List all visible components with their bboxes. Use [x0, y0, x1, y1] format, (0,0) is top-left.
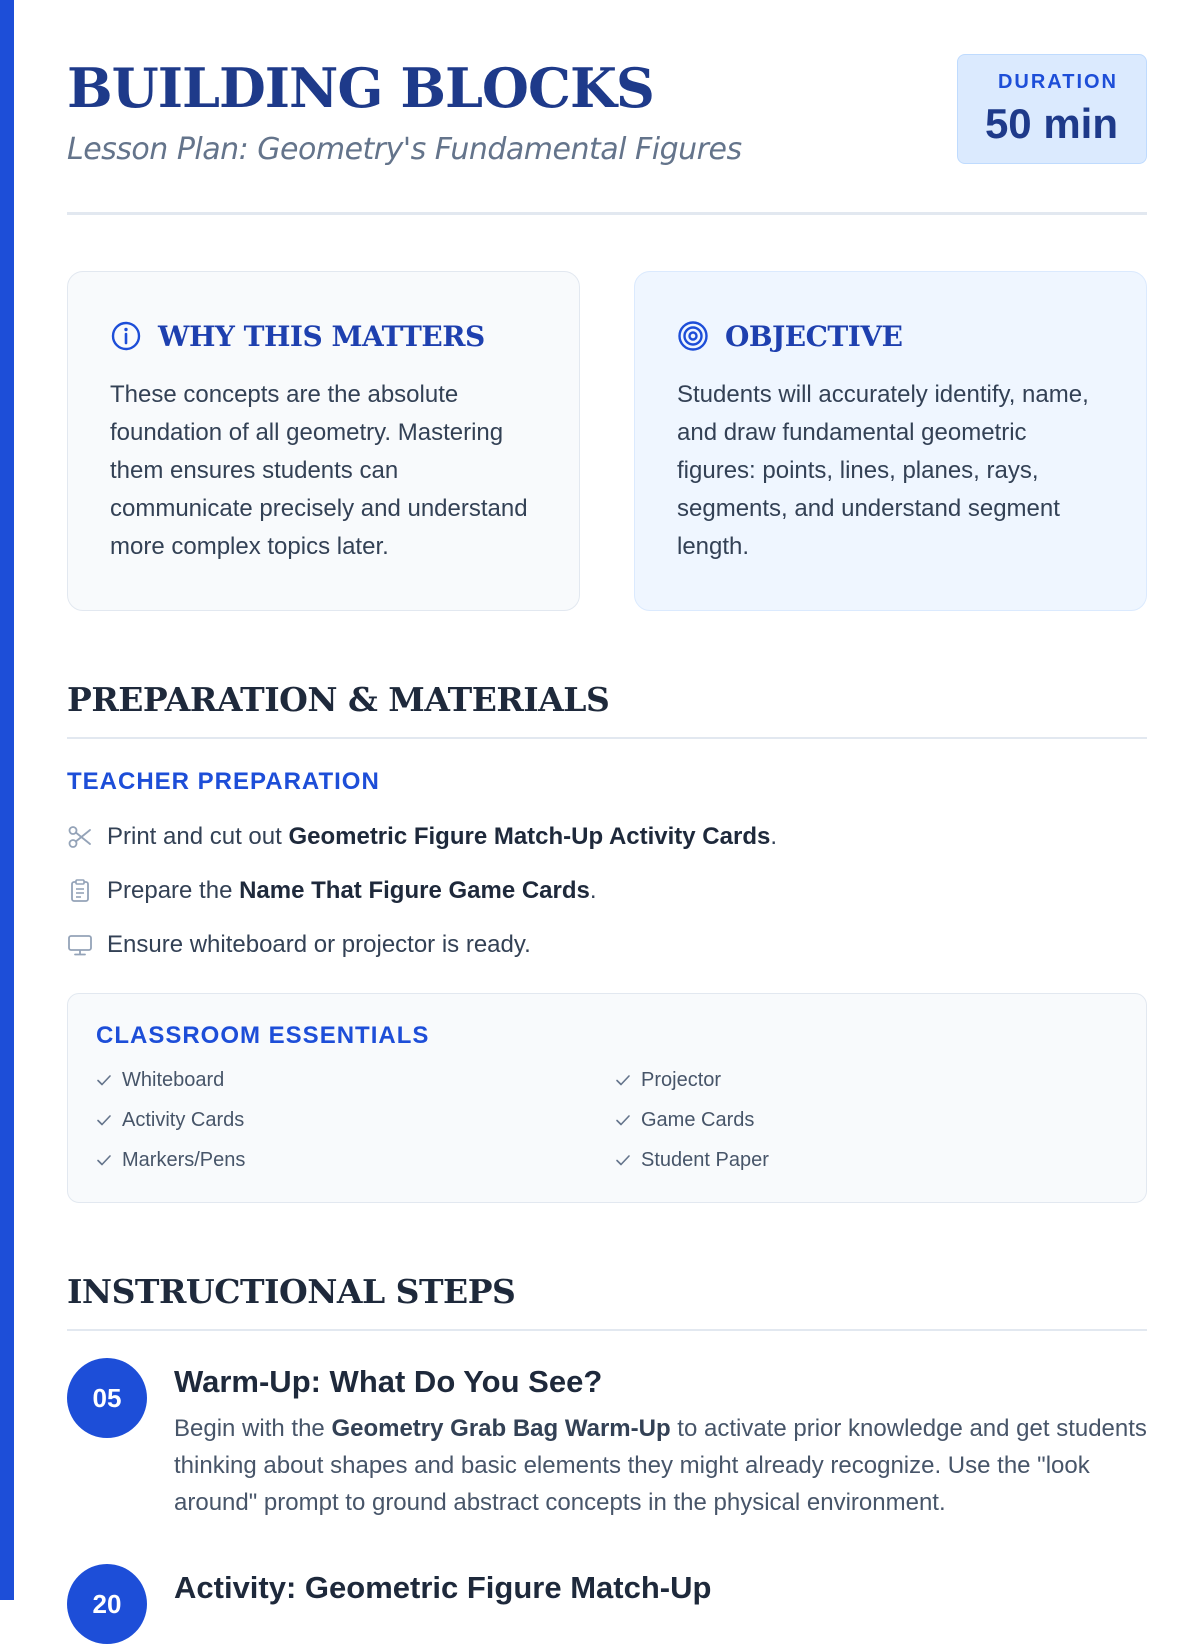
- list-item: [67, 918, 1147, 972]
- duration-badge: [957, 54, 1147, 164]
- objective-card: [634, 271, 1147, 611]
- list-item: [67, 810, 1147, 864]
- classroom-essentials-box: [67, 993, 1147, 1203]
- teacher-preparation-title: TEACHER PREPARATION: [67, 768, 380, 795]
- prep-item-text: Prepare the Name That Figure Game Cards.: [107, 877, 597, 904]
- page-title: BUILDING BLOCKS: [67, 56, 654, 120]
- essential-item: Markers/Pens: [96, 1140, 615, 1180]
- steps-divider: [67, 1329, 1147, 1331]
- why-card-title: WHY THIS MATTERS: [158, 319, 485, 353]
- classroom-essentials-title: CLASSROOM ESSENTIALS: [96, 1022, 430, 1049]
- classroom-essentials-grid: [96, 1060, 1118, 1180]
- header-divider: [67, 212, 1147, 215]
- step-item: [67, 1564, 1147, 1619]
- scissors-icon: [67, 824, 93, 850]
- why-card-header: [110, 316, 539, 356]
- step-item: [67, 1358, 1147, 1518]
- step-number-badge: 20: [67, 1564, 147, 1644]
- why-this-matters-card: [67, 271, 580, 611]
- essential-item: Activity Cards: [96, 1100, 615, 1140]
- duration-value: 50 min: [984, 100, 1118, 147]
- instructional-steps-title: INSTRUCTIONAL STEPS: [67, 1272, 516, 1311]
- prep-item-text: Ensure whiteboard or projector is ready.: [107, 931, 531, 958]
- list-item: [67, 864, 1147, 918]
- check-icon: [615, 1152, 631, 1168]
- check-icon: [615, 1072, 631, 1088]
- check-icon: [615, 1112, 631, 1128]
- preparation-divider: [67, 737, 1147, 739]
- target-icon: [677, 320, 709, 352]
- page-subtitle: Lesson Plan: Geometry's Fundamental Figures: [67, 132, 742, 167]
- teacher-preparation-list: [67, 810, 1147, 972]
- why-card-body: These concepts are the absolute foundation of all geometry. Mastering them ensures students can communicate precisely and understand more complex topics later.: [110, 381, 528, 560]
- duration-label: DURATION: [997, 71, 1118, 93]
- left-accent-bar: [0, 0, 14, 1600]
- info-circle-icon: [110, 320, 142, 352]
- clipboard-icon: [67, 878, 93, 904]
- prep-item-text: Print and cut out Geometric Figure Match-Up Activity Cards.: [107, 823, 777, 850]
- objective-card-header: [677, 316, 1106, 356]
- lesson-plan-page: [67, 0, 1147, 1619]
- check-icon: [96, 1112, 112, 1128]
- check-icon: [96, 1072, 112, 1088]
- step-title: Activity: Geometric Figure Match-Up: [174, 1570, 712, 1605]
- objective-card-body: Students will accurately identify, name, and draw fundamental geometric figures: points, lines, planes, rays, segments, and understand segment length.: [677, 381, 1089, 560]
- step-description: Begin with the Geometry Grab Bag Warm-Up to activate prior knowledge and get students thinking about shapes and basic elements they might already recognize. Use the "look around" prompt to ground abstract concepts in the physical environment.: [174, 1415, 1147, 1516]
- objective-card-title: OBJECTIVE: [725, 319, 903, 353]
- preparation-section-title: PREPARATION & MATERIALS: [67, 680, 610, 719]
- essential-item: Whiteboard: [96, 1060, 615, 1100]
- monitor-icon: [67, 932, 93, 958]
- essential-item: Projector: [615, 1060, 1134, 1100]
- check-icon: [96, 1152, 112, 1168]
- essential-item: Student Paper: [615, 1140, 1134, 1180]
- essential-item: Game Cards: [615, 1100, 1134, 1140]
- header: [67, 52, 1147, 182]
- step-title: Warm-Up: What Do You See?: [174, 1364, 603, 1399]
- step-number-badge: 05: [67, 1358, 147, 1438]
